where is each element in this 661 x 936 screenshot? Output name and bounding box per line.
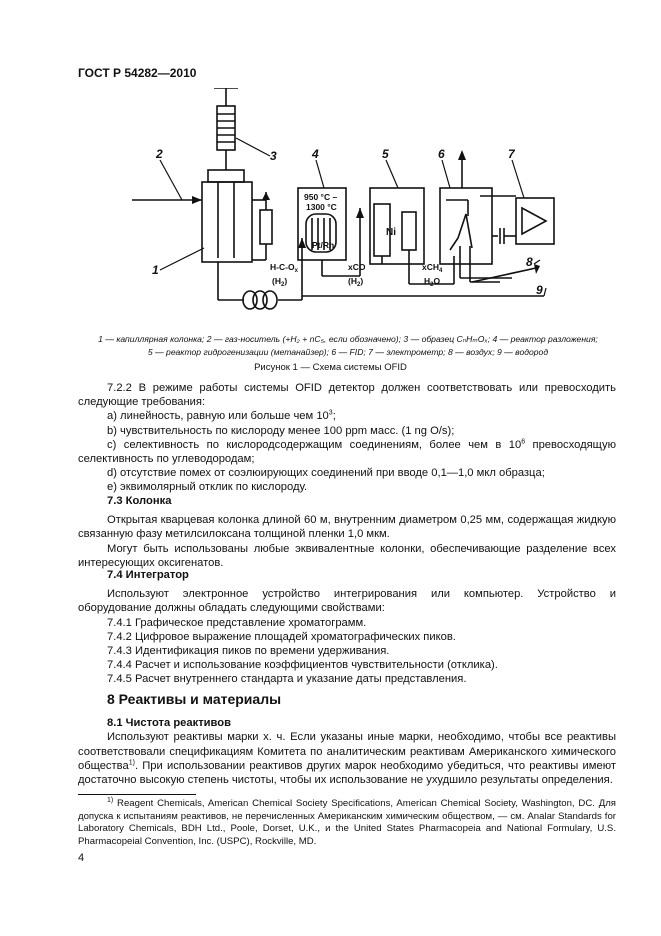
s74-item: 7.4.3 Идентификация пиков по времени удерживания. — [107, 645, 390, 658]
s74-item: 7.4.2 Цифровое выражение площадей хроматографических пиков. — [107, 630, 456, 643]
s722-item-c: с) селективность по кислородсодержащим соединениям, более чем в $10^6$ превосходящую селективность по углеводородам; — [78, 438, 616, 466]
s8-1-p1: Используют реактивы марки х. ч. Если указаны иные марки, необходимо, чтобы все реактивы соответствовали спецификациям Комитета по аналитическим реактивам Американского химического общества$^{1)}$. При использовании реактивов других марок необходимо убедиться, что реактивы имеют достаточно высокую степень чистоты, чтобы их использование не ухудшило результаты определения. — [78, 731, 616, 787]
footnote-mark: 1) — [107, 796, 114, 804]
page-number: 4 — [78, 852, 85, 864]
stream-xch4: xCH$_4$ — [422, 262, 443, 274]
figure-legend-line1: 1 — капиллярная колонка; 2 — газ-носитель (+H₂ + nC₅, если обозначено); 3 — образец CₙHₘOₓ; 4 — реактор разложения; — [98, 334, 598, 344]
s722-item-b: b) чувствительность по кислороду менее 100 ppm масс. (1 ng O/s); — [107, 424, 455, 437]
footnote-rule — [78, 794, 196, 795]
s74-item: 7.4.1 Графическое представление хроматограмм. — [107, 616, 367, 629]
s74-item: 7.4.5 Расчет внутреннего стандарта и указание даты представления. — [107, 673, 467, 686]
ofid-schematic-figure — [120, 88, 560, 324]
callout-3: 3 — [270, 149, 277, 163]
s722-item-a: а) линейность, равную или больше чем $10^3$; — [107, 409, 336, 423]
callout-8: 8 — [526, 255, 533, 269]
section-7-2-2 — [78, 381, 616, 495]
s8-heading: 8 Реактивы и материалы — [107, 691, 282, 707]
document-header: ГОСТ Р 54282—2010 — [78, 66, 197, 80]
stream-h2-mid: $(H_2)$ — [348, 276, 364, 288]
s722-intro: 7.2.2 В режиме работы системы OFID детектор должен соответствовать или превосходить следующие требования: — [78, 382, 616, 409]
callout-6: 6 — [438, 147, 445, 161]
footnote — [78, 798, 616, 848]
figure-legend — [78, 333, 618, 359]
section-8 — [78, 692, 616, 787]
s73-heading: 7.3 Колонка — [107, 495, 172, 507]
figure-legend-line2: 5 — реактор гидрогенизации (метанайзер); 6 — FID; 7 — электрометр; 8 — воздух; 9 — водород — [147, 347, 549, 357]
section-7-3 — [78, 494, 616, 570]
s73-p1: Открытая кварцевая колонка длиной 60 м, внутренним диаметром 0,25 мм, содержащая жидкую связанную фазу метилсилоксана толщиной пленки 1,0 мкм. — [78, 514, 616, 541]
s73-p2: Могут быть использованы любые эквивалентные колонки, обеспечивающие разделение всех интересующих оксигенатов. — [78, 542, 616, 569]
temp-line1: 950 °С – — [304, 192, 338, 202]
stream-hco: $H-C-O_x$ — [270, 262, 298, 274]
stream-h2-left: $(H_2)$ — [272, 276, 288, 288]
catalyst-label: Pt/Rh — [312, 240, 335, 250]
section-7-4 — [78, 568, 616, 687]
s74-heading: 7.4 Интегратор — [107, 569, 189, 581]
s8-1-heading: 8.1 Чистота реактивов — [107, 717, 231, 730]
callout-9: 9 — [536, 283, 543, 297]
s74-p1: Используют электронное устройство интегрирования или компьютер. Устройство и оборудование должны обладать следующими свойствами: — [78, 588, 616, 615]
s722-item-e: е) эквимолярный отклик по кислороду. — [107, 481, 308, 494]
callout-5: 5 — [382, 147, 389, 161]
s722-item-d: d) отсутствие помех от соэлюирующих соединений при вводе 0,1—1,0 мкл образца; — [107, 467, 545, 480]
stream-h2o: $H_2O$ — [424, 276, 441, 288]
nickel-label: Ni — [386, 227, 396, 238]
callout-2: 2 — [156, 147, 163, 161]
temp-line2: 1300 °С — [306, 202, 337, 212]
callout-7: 7 — [508, 147, 515, 161]
callout-4: 4 — [312, 147, 319, 161]
stream-xco: xCO — [348, 262, 366, 272]
callout-1: 1 — [152, 263, 159, 277]
footnote-text: Reagent Chemicals, American Chemical Society Specifications, American Chemical Society, Washington, DC. Для допуска к испытаниям реактивов, не перечисленных Американским химическим обществом, — см. Analar Standards for Laboratory Chemicals, BDH Ltd., Poole, Dorset, U.K., и the United States Pharmacopeia and National Formulary, U.S. Pharmacopeial Convention, Inc. (USPC), Rockville, MD. — [78, 798, 617, 847]
s74-item: 7.4.4 Расчет и использование коэффициентов чувствительности (отклика). — [107, 659, 498, 672]
figure-title: Рисунок 1 — Схема системы OFID — [254, 362, 407, 373]
